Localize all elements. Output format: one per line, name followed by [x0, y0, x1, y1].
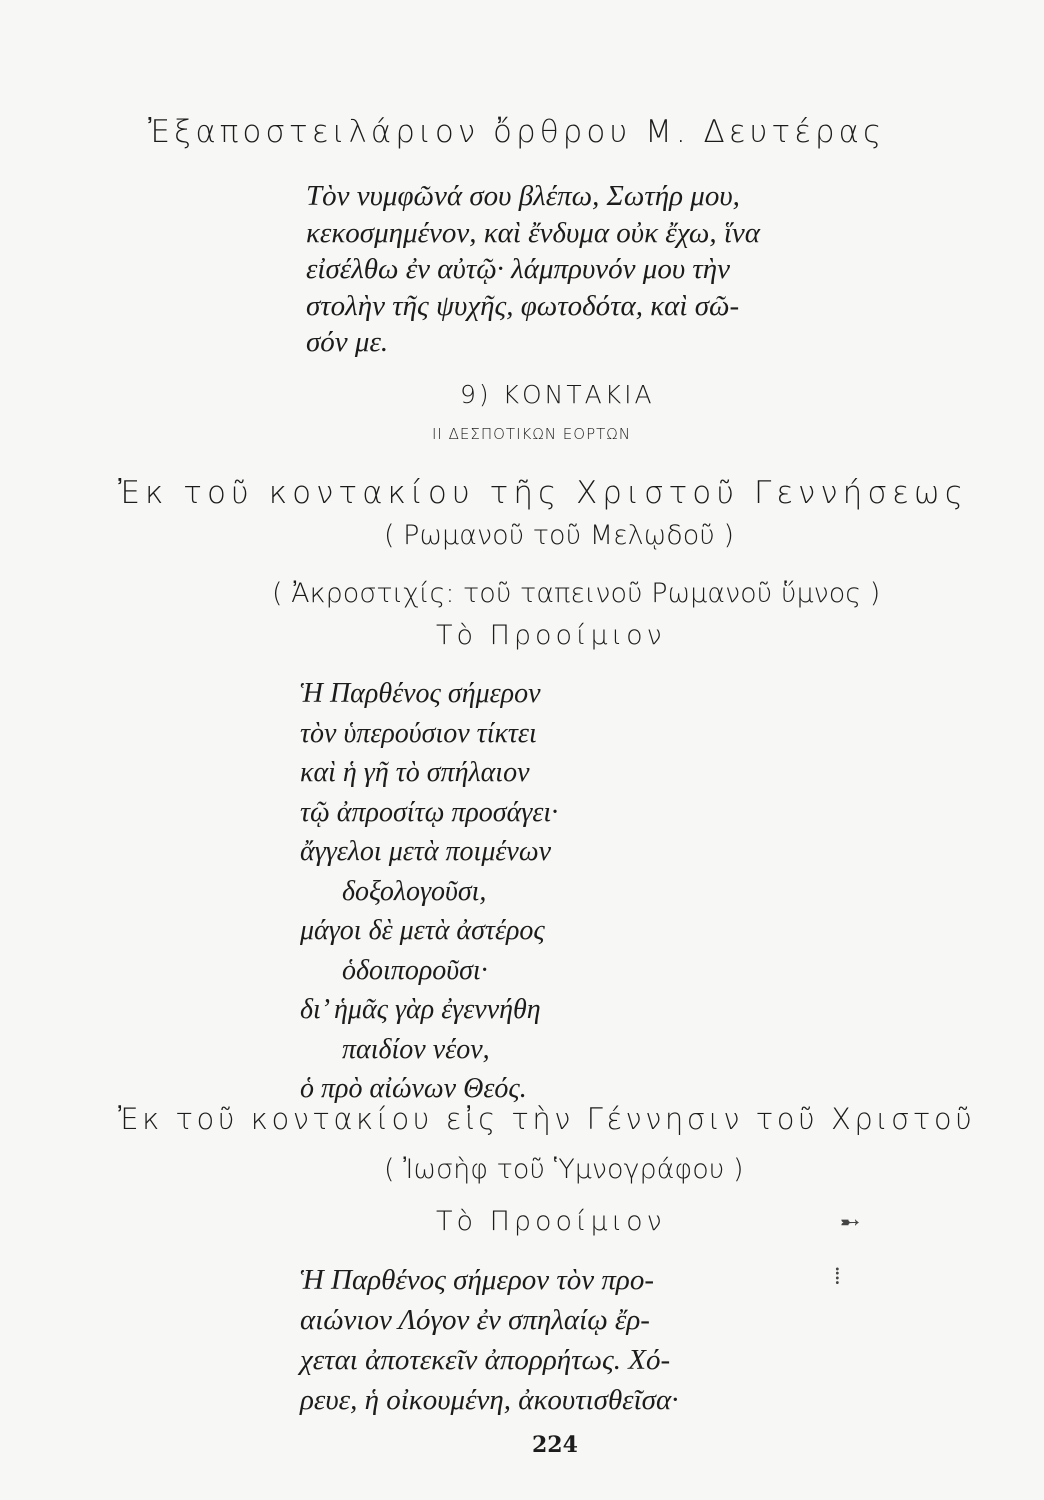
exaposteilarion-heading: Ἐξαποστειλάριον ὄρθρου Μ. Δευτέρας — [148, 114, 886, 150]
poem-line: Ἡ Παρθένος σήμερον τὸν προ- — [300, 1264, 654, 1296]
poem-line: ὁδοιποροῦσι· — [342, 954, 488, 986]
section-title: 9) ΚΟΝΤΑΚΙΑ — [460, 380, 655, 409]
poem-line: καὶ ἡ γῆ τὸ σπήλαιον — [300, 757, 530, 788]
poem-line: εἰσέλθω ἐν αὐτῷ· λάμπρυνόν μου τὴν — [306, 253, 731, 285]
margin-arrow-icon: ➸ — [840, 1208, 861, 1236]
nativity-kontakion-author: ( Ἰωσὴφ τοῦ Ὑμνογράφου ) — [384, 1154, 744, 1185]
poem-line: τὸν ὑπερούσιον τίκτει — [300, 717, 537, 749]
poem-line: Ἡ Παρθένος σήμερον — [300, 678, 541, 709]
poem-line: στολὴν τῆς ψυχῆς, φωτοδότα, καὶ σῶ- — [306, 289, 740, 322]
christmas-kontakion-heading: Ἐκ τοῦ κοντακίου τῆς Χριστοῦ Γεννήσεως — [118, 475, 968, 511]
poem-line: κεκοσμημένον, καὶ ἔνδυμα οὐκ ἔχω, ἵνα — [306, 216, 760, 249]
christmas-kontakion-author: ( Ρωμανοῦ τοῦ Μελῳδοῦ ) — [384, 520, 735, 551]
prooimion-title: Τὸ Προοίμιον — [436, 1206, 666, 1237]
margin-mark-icon: ⁞ — [834, 1262, 841, 1290]
poem-line: ὁ πρὸ αἰώνων Θεός. — [300, 1073, 527, 1104]
exaposteilarion-text — [306, 178, 760, 361]
poem-line: μάγοι δὲ μετὰ ἀστέρος — [300, 915, 545, 946]
poem-line: αιώνιον Λόγον ἐν σπηλαίῳ ἔρ- — [300, 1304, 650, 1336]
poem-line: ἄγγελοι μετὰ ποιμένων — [300, 836, 552, 867]
christmas-prooimion-text — [300, 674, 558, 1109]
poem-line: δι’ ἡμᾶς γὰρ ἐγεννήθη — [300, 994, 541, 1025]
prooimion-title: Τὸ Προοίμιον — [436, 620, 666, 651]
poem-line: τῷ ἀπροσίτῳ προσάγει· — [300, 796, 559, 828]
poem-line: ρευε, ἡ οἰκουμένη, ἀκουτισθεῖσα· — [300, 1384, 679, 1416]
page-number: 224 — [532, 1432, 578, 1458]
poem-line: Τὸν νυμφῶνά σου βλέπω, Σωτήρ μου, — [306, 180, 740, 212]
section-subtitle: ΙΙ ΔΕΣΠΟΤΙΚΩΝ ΕΟΡΤΩΝ — [432, 425, 631, 443]
poem-line: δοξολογοῦσι, — [342, 875, 487, 907]
nativity-prooimion-text — [300, 1260, 678, 1420]
nativity-kontakion-heading: Ἐκ τοῦ κοντακίου εἰς τὴν Γέννησιν τοῦ Χριστοῦ — [118, 1102, 976, 1136]
poem-line: χεται ἀποτεκεῖν ἀπορρήτως. Χό- — [300, 1344, 671, 1376]
poem-line: παιδίον νέον, — [342, 1033, 490, 1065]
poem-line: σόν με. — [306, 326, 389, 358]
acrostic-line: ( Ἀκροστιχίς: τοῦ ταπεινοῦ Ρωμανοῦ ὕμνος ) — [272, 578, 881, 609]
